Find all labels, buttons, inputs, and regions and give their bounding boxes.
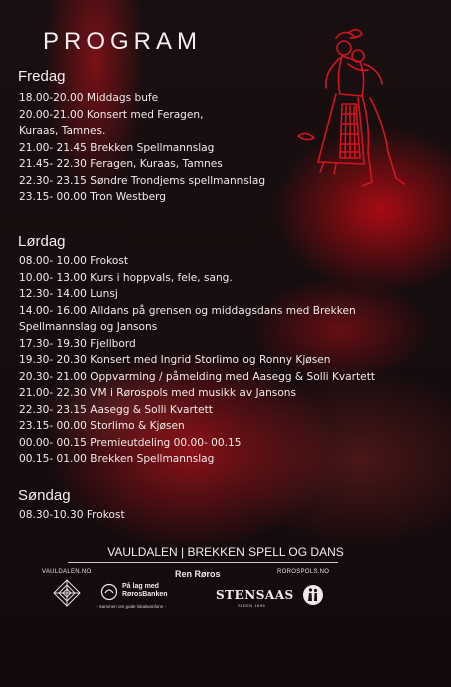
schedule-item: 23.15- 00.00 Storlimo & Kjøsen bbox=[19, 420, 185, 432]
schedule-item: 08.30-10.30 Frokost bbox=[19, 509, 125, 521]
ren-roros-logo: Ren Røros bbox=[175, 569, 221, 579]
day-title-lordag: Lørdag bbox=[18, 233, 66, 250]
rorospols-logo-icon bbox=[302, 584, 324, 606]
footer-title: VAULDALEN | BREKKEN SPELL OG DANS bbox=[107, 545, 344, 559]
footer-divider bbox=[68, 562, 338, 563]
schedule-item: Spellmannslag og Jansons bbox=[19, 321, 158, 333]
schedule-item: 00.15- 01.00 Brekken Spellmannslag bbox=[19, 453, 215, 465]
vauldalen-site-link[interactable]: VAULDALEN.NO bbox=[42, 569, 92, 575]
schedule-item: 23.15- 00.00 Tron Westberg bbox=[19, 191, 166, 203]
rorospols-site-link[interactable]: ROROSPOLS.NO bbox=[277, 569, 330, 575]
schedule-item: Kuraas, Tamnes. bbox=[19, 125, 106, 137]
page-title: PROGRAM bbox=[43, 28, 203, 55]
dancing-couple-illustration bbox=[296, 12, 416, 202]
bank-tagline: - Sammen om gode lokalsamfunn - bbox=[96, 604, 167, 609]
bank-logo-line2: RørosBanken bbox=[122, 591, 168, 598]
schedule-item: 17.30- 19.30 Fjellbord bbox=[19, 337, 136, 350]
schedule-lordag bbox=[19, 253, 375, 468]
day-title-sondag: Søndag bbox=[18, 487, 71, 504]
schedule-item: 12.30- 14.00 Lunsj bbox=[19, 288, 118, 300]
schedule-item: 18.00-20.00 Middags bufe bbox=[19, 92, 159, 104]
stensaas-logo-sub: SIDEN 1895 bbox=[238, 603, 266, 608]
vauldalen-logo-icon bbox=[52, 578, 82, 608]
schedule-item: 22.30- 23.15 Aasegg & Solli Kvartett bbox=[19, 403, 213, 416]
schedule-item: 19.30- 20.30 Konsert med Ingrid Storlimo og Ronny Kjøsen bbox=[19, 354, 331, 366]
schedule-item: 20.30- 21.00 Oppvarming / påmelding med Aasegg & Solli Kvartett bbox=[19, 370, 376, 383]
schedule-item: 21.00- 21.45 Brekken Spellmannslag bbox=[19, 141, 215, 154]
schedule-item: 21.00- 22.30 VM i Rørospols med musikk av Jansons bbox=[19, 387, 297, 399]
bank-logo-line1: På lag med bbox=[122, 583, 159, 590]
day-title-fredag: Fredag bbox=[18, 68, 66, 85]
schedule-item: 14.00- 16.00 Alldans på grensen og middagsdans med Brekken bbox=[19, 304, 356, 317]
stensaas-logo: STENSAAS bbox=[216, 588, 294, 602]
schedule-item: 08.00- 10.00 Frokost bbox=[19, 255, 129, 267]
schedule-sondag bbox=[19, 507, 125, 524]
rorosbanken-logo-icon bbox=[100, 583, 118, 601]
schedule-item: 21.45- 22.30 Feragen, Kuraas, Tamnes bbox=[19, 158, 223, 170]
schedule-item: 22.30- 23.15 Søndre Trondjems spellmannslag bbox=[19, 174, 266, 187]
schedule-fredag bbox=[19, 90, 265, 206]
schedule-item: 00.00- 00.15 Premieutdeling 00.00- 00.15 bbox=[19, 436, 242, 449]
schedule-item: 20.00-21.00 Konsert med Feragen, bbox=[19, 108, 204, 121]
schedule-item: 10.00- 13.00 Kurs i hoppvals, fele, sang. bbox=[19, 271, 233, 284]
